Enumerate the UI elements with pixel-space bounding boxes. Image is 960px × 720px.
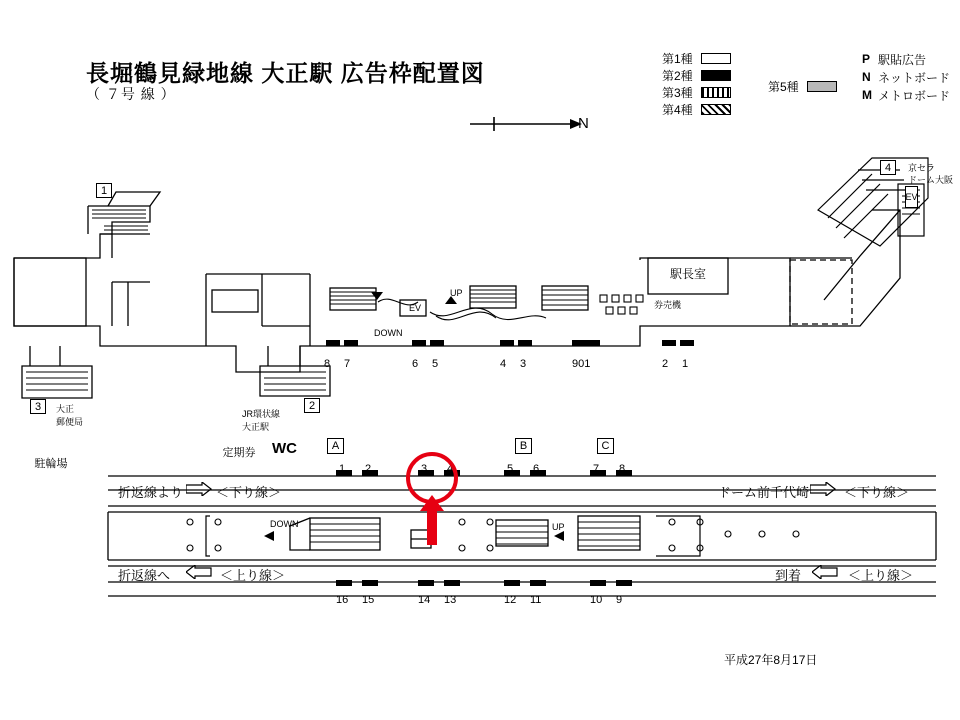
label-down-concourse: DOWN: [374, 328, 403, 338]
platform-ad-num-7: 7: [593, 463, 600, 475]
platform-ad-num-14: 14: [418, 594, 431, 606]
exit-box-3[interactable]: 3: [30, 399, 46, 414]
label-up-concourse: UP: [450, 288, 463, 298]
platform-label-down: DOWN: [270, 519, 299, 529]
room-label-ticket-machines: 券売機: [654, 300, 682, 310]
platform-lower-right-arrow-icon: [812, 565, 838, 579]
platform-ad-num-5: 5: [507, 463, 514, 475]
compass: [470, 110, 610, 138]
legend-row-1: [662, 50, 731, 67]
platform-ad-num-9: 9: [616, 594, 623, 606]
platform-ad-num-13: 13: [444, 594, 457, 606]
legend-codes: [862, 50, 950, 104]
legend-label-5: 第5種: [768, 80, 799, 94]
platform-ad-num-3: 3: [421, 463, 428, 475]
legend-swatch-type1: [701, 53, 731, 64]
platform-upper-left-text: 折返線より: [118, 485, 184, 500]
platform-ad-num-2: 2: [365, 463, 372, 475]
legend-row-3: [662, 84, 731, 101]
concourse-ad-num-5: 5: [432, 358, 439, 370]
label-ev-concourse: EV: [408, 303, 421, 313]
platform-ad-num-4: 4: [447, 463, 454, 475]
concourse-ad-num-8: 8: [324, 358, 331, 370]
page-title: 長堀鶴見緑地線 大正駅 広告枠配置図: [86, 60, 485, 86]
exit-box-1[interactable]: 1: [96, 183, 112, 198]
legend-row-4: [662, 101, 731, 118]
platform-lower-left-arrow-icon: [186, 565, 212, 579]
platform-ad-num-12: 12: [504, 594, 517, 606]
concourse-ad-num-7: 7: [344, 358, 351, 370]
legend-type5: [768, 78, 837, 95]
platform-lower-left-text: 折返線へ: [118, 568, 171, 583]
up-arrow-icon: [444, 296, 458, 308]
concourse-ad-num-1: 1: [682, 358, 689, 370]
platform-up-arrow-icon: [554, 530, 570, 542]
platform-ad-num-10: 10: [590, 594, 603, 606]
legend-label-2: 第2種: [662, 69, 693, 83]
platform-label-up: UP: [552, 522, 565, 532]
legend-row-2: [662, 67, 731, 84]
platform-upper-right-text: ドーム前千代崎: [718, 485, 810, 500]
legend-code-p-label: 駅貼広告: [878, 52, 927, 67]
platform-upper-left-arrow-icon: [186, 482, 212, 496]
concourse-plan: [0, 150, 960, 430]
highlight-arrow-icon: [419, 495, 445, 545]
legend-code-p: P: [862, 52, 871, 66]
room-label-commuter-pass: 定期券: [222, 447, 256, 459]
platform-upper-right-arrow-icon: [810, 482, 836, 496]
legend-swatch-type5: [807, 81, 837, 92]
room-label-wc: WC: [272, 440, 297, 457]
platform-section-b: B: [515, 438, 532, 454]
concourse-ad-num-3: 3: [520, 358, 527, 370]
platform-down-arrow-icon: [264, 530, 280, 542]
legend-code-row-n: [862, 68, 950, 86]
compass-label: N: [578, 115, 589, 132]
legend-label-4: 第4種: [662, 103, 693, 117]
legend-swatch-type2: [701, 70, 731, 81]
platform-ad-num-16: 16: [336, 594, 349, 606]
legend-code-m-label: メトロボード: [878, 88, 951, 103]
exit-ev-label: EV: [905, 186, 918, 208]
concourse-ad-num-4: 4: [500, 358, 507, 370]
down-arrow-icon: [370, 288, 384, 300]
legend: [662, 50, 731, 118]
exit-note-kyocera-dome: 京セラ ドーム大阪: [908, 163, 954, 185]
platform-lower-left-dir: ＜上り線＞: [220, 568, 286, 583]
platform-lower-right-text: 到着: [775, 568, 802, 583]
platform-ad-num-15: 15: [362, 594, 375, 606]
concourse-ad-num-6: 6: [412, 358, 419, 370]
platform-ad-num-1: 1: [339, 463, 346, 475]
legend-swatch-type3: [701, 87, 731, 98]
legend-code-m: M: [862, 88, 872, 102]
concourse-ad-num-2: 2: [662, 358, 669, 370]
page-subtitle: （ ７号 線 ）: [86, 86, 176, 102]
legend-code-row-p: [862, 50, 950, 68]
concourse-ad-num-901: 901: [572, 358, 591, 370]
legend-swatch-type4: [701, 104, 731, 115]
platform-ad-num-8: 8: [619, 463, 626, 475]
legend-label-3: 第3種: [662, 86, 693, 100]
platform-section-a: A: [327, 438, 344, 454]
platform-ad-num-6: 6: [533, 463, 540, 475]
exit-box-2[interactable]: 2: [304, 398, 320, 413]
legend-code-n: N: [862, 70, 871, 84]
platform-upper-right-dir: ＜下り線＞: [844, 485, 910, 500]
exit-note-post-office: 大正 郵便局: [56, 404, 84, 427]
footer-date: 平成27年8月17日: [724, 653, 818, 667]
platform-lower-right-dir: ＜上り線＞: [848, 568, 914, 583]
legend-code-n-label: ネットボード: [878, 70, 951, 85]
exit-box-4[interactable]: 4: [880, 160, 896, 175]
room-label-stationmaster: 駅長室: [669, 267, 706, 281]
legend-code-row-m: [862, 86, 950, 104]
platform-upper-left-dir: ＜下り線＞: [216, 485, 282, 500]
exit-note-jr: JR環状線 大正駅: [242, 409, 280, 432]
platform-section-c: C: [597, 438, 614, 454]
legend-label-1: 第1種: [662, 52, 693, 66]
platform-ad-num-11: 11: [530, 594, 542, 606]
room-label-bicycle: 駐輪場: [34, 458, 68, 470]
